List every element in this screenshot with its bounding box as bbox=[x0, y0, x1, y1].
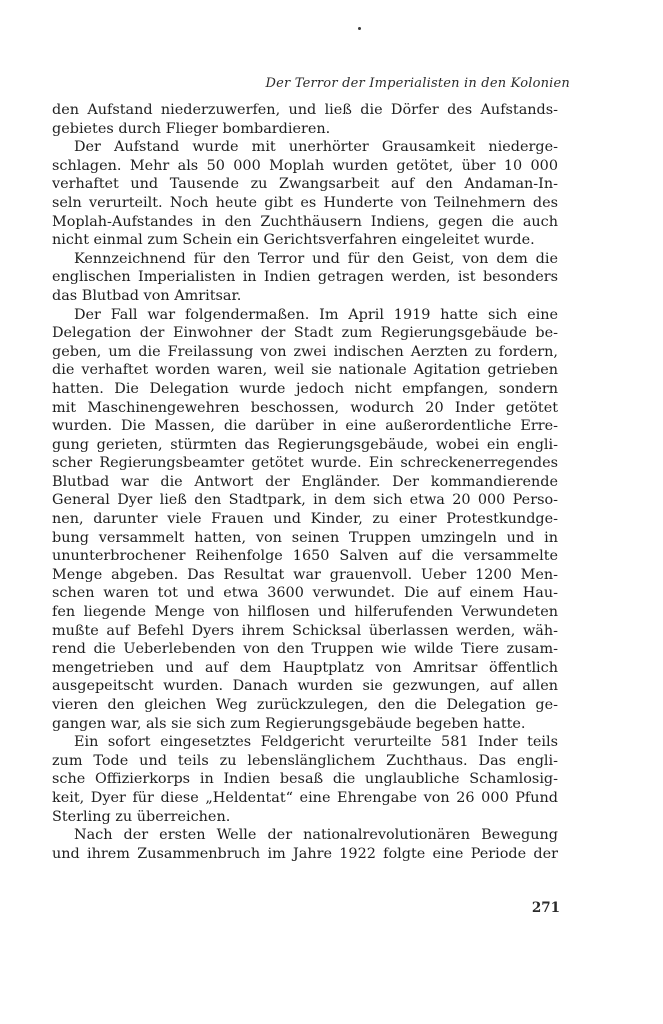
text-line: schlagen. Mehr als 50 000 Moplah wurden getötet, über 10 000 bbox=[52, 157, 558, 174]
text-line: nicht einmal zum Schein ein Gerichtsverfahren eingeleitet wurde. bbox=[52, 232, 535, 249]
text-line: Der Aufstand wurde mit unerhörter Grausamkeit niederge- bbox=[74, 139, 558, 156]
text-line: Nach der ersten Welle der nationalrevolutionären Bewegung bbox=[74, 827, 558, 844]
text-line: Moplah-Aufstandes in den Zuchthäusern Indiens, gegen die auch bbox=[52, 213, 558, 230]
text-line: zum Tode und teils zu lebenslänglichem Zuchthaus. Das engli- bbox=[52, 752, 558, 769]
text-line: Delegation der Einwohner der Stadt zum Regierungsgebäude be- bbox=[52, 325, 558, 342]
text-line: ununterbrochener Reihenfolge 1650 Salven auf die versammelte bbox=[52, 548, 558, 565]
text-line: ausgepeitscht wurden. Danach wurden sie gezwungen, auf allen bbox=[52, 678, 558, 695]
text-line: Der Fall war folgendermaßen. Im April 1919 hatte sich eine bbox=[74, 306, 558, 323]
text-line: General Dyer ließ den Stadtpark, in dem sich etwa 20 000 Perso- bbox=[52, 492, 558, 509]
text-line: gung gerieten, stürmten das Regierungsgebäude, wobei ein engli- bbox=[52, 436, 558, 453]
text-line: rend die Ueberlebenden von den Truppen wie wilde Tiere zusam- bbox=[52, 641, 558, 658]
text-line: gebietes durch Flieger bombardieren. bbox=[52, 120, 331, 137]
text-line: Menge abgeben. Das Resultat war grauenvoll. Ueber 1200 Men- bbox=[52, 566, 558, 583]
text-line: keit, Dyer für diese „Heldentat“ eine Ehrengabe von 26 000 Pfund bbox=[52, 789, 558, 806]
text-line: schen waren tot und etwa 3600 verwundet. Die auf einem Hau- bbox=[52, 585, 558, 602]
text-line: wurden. Die Massen, die darüber in eine außerordentliche Erre- bbox=[52, 418, 558, 435]
running-header: Der Terror der Imperialisten in den Kolonien bbox=[265, 76, 570, 91]
text-line: Ein sofort eingesetztes Feldgericht verurteilte 581 Inder teils bbox=[74, 734, 558, 751]
text-line: scher Regierungsbeamter getötet wurde. Ein schreckenerregendes bbox=[52, 455, 558, 472]
text-line: nen, darunter viele Frauen und Kinder, zu einer Protestkundge- bbox=[52, 511, 558, 528]
body-text bbox=[52, 101, 558, 863]
text-line: verhaftet und Tausende zu Zwangsarbeit auf den Andaman-In- bbox=[52, 176, 558, 193]
text-line: die verhaftet worden waren, weil sie nationale Agitation getrieben bbox=[52, 362, 558, 379]
print-speck bbox=[358, 27, 361, 30]
text-line: geben, um die Freilassung von zwei indischen Aerzten zu fordern, bbox=[52, 343, 558, 360]
text-line: fen liegende Menge von hilflosen und hilferufenden Verwundeten bbox=[52, 604, 558, 621]
text-line: hatten. Die Delegation wurde jedoch nicht empfangen, sondern bbox=[52, 380, 558, 397]
page-number: 271 bbox=[531, 900, 560, 916]
text-line: vieren den gleichen Weg zurückzulegen, den die Delegation ge- bbox=[52, 697, 558, 713]
text-line: Sterling zu überreichen. bbox=[52, 808, 231, 825]
text-line: mit Maschinengewehren beschossen, wodurch 20 Inder getötet bbox=[52, 399, 558, 416]
text-line: seln verurteilt. Noch heute gibt es Hunderte von Teilnehmern des bbox=[52, 194, 558, 211]
text-line: das Blutbad von Amritsar. bbox=[52, 287, 242, 304]
text-line: sche Offizierkorps in Indien besaß die unglaubliche Schamlosig- bbox=[52, 771, 558, 788]
text-line: englischen Imperialisten in Indien getragen werden, ist besonders bbox=[52, 269, 558, 286]
text-line: mengetrieben und auf dem Hauptplatz von Amritsar öffentlich bbox=[52, 659, 558, 676]
text-line: gangen war, als sie sich zum Regierungsgebäude begeben hatte. bbox=[52, 715, 526, 732]
text-line: bung versammelt hatten, von seinen Truppen umzingeln und in bbox=[52, 529, 558, 546]
text-line: und ihrem Zusammenbruch im Jahre 1922 folgte eine Periode der bbox=[52, 845, 558, 862]
text-line: Kennzeichnend für den Terror und für den Geist, von dem die bbox=[74, 250, 558, 267]
text-line: Blutbad war die Antwort der Engländer. Der kommandierende bbox=[52, 473, 558, 490]
text-line: mußte auf Befehl Dyers ihrem Schicksal überlassen werden, wäh- bbox=[52, 622, 558, 639]
text-line: den Aufstand niederzuwerfen, und ließ die Dörfer des Aufstands- bbox=[52, 102, 558, 118]
